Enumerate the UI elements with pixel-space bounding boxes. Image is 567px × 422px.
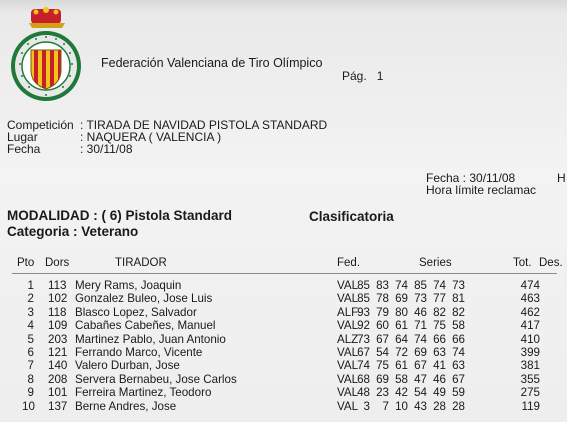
print-date: Fecha : 30/11/08 xyxy=(426,171,516,185)
cell-series-1: 92 xyxy=(357,319,370,333)
cell-series-3: 61 xyxy=(395,359,408,373)
classification-heading: Clasificatoria xyxy=(309,209,394,224)
cell-series-6: 81 xyxy=(452,292,465,306)
cell-series-5: 49 xyxy=(433,386,446,400)
cell-pto: 7 xyxy=(27,359,34,373)
cell-tirador: Ferreira Martinez, Teodoro xyxy=(75,386,212,400)
cell-pto: 10 xyxy=(22,399,35,413)
cell-fed: VAL xyxy=(337,372,359,386)
date-label: Fecha xyxy=(7,142,41,156)
cell-total: 355 xyxy=(520,372,540,386)
cell-tirador: Cabañes Cabeñes, Manuel xyxy=(75,319,216,333)
cell-fed: VAL xyxy=(337,345,359,359)
modalidad-heading: MODALIDAD : ( 6) Pistola Standard xyxy=(7,208,233,223)
cell-series-3: 61 xyxy=(395,319,408,333)
table-row xyxy=(0,319,567,332)
cell-series-2: 79 xyxy=(376,305,389,319)
cell-series-3: 58 xyxy=(395,372,408,386)
cell-series-6: 73 xyxy=(452,279,465,292)
cell-series-4: 47 xyxy=(414,372,427,386)
cell-series-4: 67 xyxy=(414,359,427,373)
cell-fed: VAL xyxy=(337,279,359,292)
cell-series-2: 23 xyxy=(376,386,389,400)
cell-tirador: Servera Bernabeu, Jose Carlos xyxy=(75,372,237,386)
table-row xyxy=(0,306,567,319)
print-hour-fragment: H xyxy=(557,171,566,185)
cell-series-4: 85 xyxy=(414,279,427,292)
cell-series-3: 10 xyxy=(395,399,408,413)
cell-tirador: Martinez Pablo, Juan Antonio xyxy=(75,332,226,346)
date-value: : 30/11/08 xyxy=(80,142,133,156)
cell-series-3: 42 xyxy=(395,386,408,400)
cell-dors: 140 xyxy=(48,359,68,373)
table-row xyxy=(0,333,567,346)
cell-series-5: 41 xyxy=(433,359,446,373)
cell-series-2: 69 xyxy=(376,372,389,386)
competition-value: : TIRADA DE NAVIDAD PISTOLA STANDARD xyxy=(80,118,328,132)
cell-series-4: 43 xyxy=(414,399,427,413)
cell-total: 462 xyxy=(520,305,540,319)
cell-dors: 113 xyxy=(48,279,67,292)
cell-series-5: 46 xyxy=(433,372,446,386)
cell-series-5: 66 xyxy=(433,332,446,346)
cell-series-2: 83 xyxy=(376,279,389,292)
cell-tirador: Blasco Lopez, Salvador xyxy=(75,305,197,319)
cell-series-4: 74 xyxy=(414,332,427,346)
cell-dors: 137 xyxy=(48,399,68,413)
cell-series-5: 28 xyxy=(433,399,446,413)
col-series: Series xyxy=(419,257,452,269)
cell-total: 417 xyxy=(520,319,540,333)
cell-series-2: 78 xyxy=(376,292,389,306)
cell-series-6: 82 xyxy=(452,305,465,319)
cell-pto: 6 xyxy=(27,345,34,359)
col-des: Des. xyxy=(539,257,563,269)
cell-pto: 9 xyxy=(27,386,34,400)
col-pto: Pto xyxy=(17,257,35,269)
cell-fed: VAL xyxy=(337,399,359,413)
cell-series-6: 63 xyxy=(452,359,465,373)
cell-dors: 109 xyxy=(48,319,68,333)
cell-total: 119 xyxy=(521,399,540,413)
cell-dors: 101 xyxy=(48,386,68,400)
cell-tirador: Ferrando Marco, Vicente xyxy=(75,345,203,359)
table-row xyxy=(0,373,567,386)
cell-tirador: Berne Andres, Jose xyxy=(75,399,177,413)
cell-tirador: Valero Durban, Jose xyxy=(75,359,180,373)
cell-series-4: 69 xyxy=(414,345,427,359)
cell-total: 399 xyxy=(520,345,540,359)
cell-series-1: 3 xyxy=(363,399,370,413)
cell-fed: VAL xyxy=(337,386,359,400)
cell-dors: 208 xyxy=(48,372,68,386)
place-value: : NAQUERA ( VALENCIA ) xyxy=(80,130,222,144)
cell-series-6: 58 xyxy=(452,319,465,333)
cell-series-1: 68 xyxy=(357,372,370,386)
cell-fed: VAL xyxy=(337,359,359,373)
cell-dors: 102 xyxy=(48,292,68,306)
cell-series-1: 85 xyxy=(357,279,370,292)
claim-deadline: Hora límite reclamac xyxy=(426,183,537,197)
table-row xyxy=(0,359,567,372)
cell-series-2: 54 xyxy=(376,345,389,359)
cell-series-5: 77 xyxy=(433,292,446,306)
cell-dors: 121 xyxy=(48,345,68,359)
cell-series-6: 59 xyxy=(452,386,465,400)
cell-series-4: 46 xyxy=(414,305,427,319)
table-row xyxy=(0,386,567,399)
competition-label: Competición xyxy=(7,118,74,132)
cell-pto: 1 xyxy=(27,279,34,292)
table-row xyxy=(0,292,567,305)
cell-series-6: 28 xyxy=(452,399,465,413)
cell-pto: 4 xyxy=(27,319,34,333)
cell-series-3: 72 xyxy=(395,345,408,359)
place-label: Lugar xyxy=(7,130,38,144)
table-row xyxy=(0,346,567,359)
page-number xyxy=(342,69,383,83)
cell-series-5: 63 xyxy=(433,345,446,359)
cell-tirador: Gonzalez Buleo, Jose Luis xyxy=(75,292,213,306)
cell-series-1: 85 xyxy=(357,292,370,306)
cell-series-1: 67 xyxy=(357,345,370,359)
cell-series-1: 93 xyxy=(357,305,370,319)
cell-series-4: 54 xyxy=(414,386,427,400)
cell-series-5: 74 xyxy=(433,279,446,292)
col-tot: Tot. xyxy=(513,257,532,269)
table-row xyxy=(0,279,567,292)
page-value: 1 xyxy=(376,69,384,83)
cell-series-3: 80 xyxy=(395,305,408,319)
cell-tirador: Mery Rams, Joaquin xyxy=(75,279,182,292)
cell-pto: 8 xyxy=(27,372,34,386)
cell-fed: VAL xyxy=(337,319,359,333)
cell-pto: 5 xyxy=(27,332,34,346)
cell-series-6: 74 xyxy=(452,345,465,359)
col-tirador: TIRADOR xyxy=(115,257,167,269)
cell-series-1: 48 xyxy=(357,386,370,400)
cell-series-3: 74 xyxy=(395,279,408,292)
cell-series-5: 82 xyxy=(433,305,446,319)
cell-total: 474 xyxy=(520,279,540,292)
federation-crest-icon xyxy=(6,6,88,102)
header-rule xyxy=(12,273,557,274)
cell-series-2: 67 xyxy=(376,332,389,346)
cell-series-2: 7 xyxy=(382,399,389,413)
cell-total: 381 xyxy=(520,359,540,373)
cell-total: 275 xyxy=(520,386,540,400)
cell-dors: 118 xyxy=(48,305,67,319)
cell-pto: 2 xyxy=(27,292,34,306)
cell-series-3: 69 xyxy=(395,292,408,306)
cell-fed: ALZ xyxy=(337,332,359,346)
cell-series-2: 60 xyxy=(376,319,389,333)
cell-total: 463 xyxy=(520,292,540,306)
cell-total: 410 xyxy=(520,332,540,346)
cell-fed: VAL xyxy=(337,292,359,306)
cell-series-4: 71 xyxy=(414,319,427,333)
col-fed: Fed. xyxy=(337,257,361,269)
cell-series-6: 66 xyxy=(452,332,465,346)
cell-series-3: 64 xyxy=(395,332,408,346)
cell-dors: 203 xyxy=(48,332,68,346)
cell-series-4: 73 xyxy=(414,292,427,306)
cell-series-5: 75 xyxy=(433,319,446,333)
federation-name: Federación Valenciana de Tiro Olímpico xyxy=(101,56,323,70)
cell-pto: 3 xyxy=(27,305,34,319)
cell-series-1: 74 xyxy=(357,359,370,373)
cell-fed: ALF xyxy=(337,305,359,319)
results-table xyxy=(0,279,567,413)
cell-series-2: 75 xyxy=(376,359,389,373)
cell-series-1: 73 xyxy=(357,332,370,346)
col-dors: Dors xyxy=(45,257,70,269)
cell-series-6: 67 xyxy=(452,372,465,386)
table-row xyxy=(0,400,567,413)
page-label: Pág. xyxy=(342,69,367,83)
categoria-heading: Categoria : Veterano xyxy=(7,224,139,239)
